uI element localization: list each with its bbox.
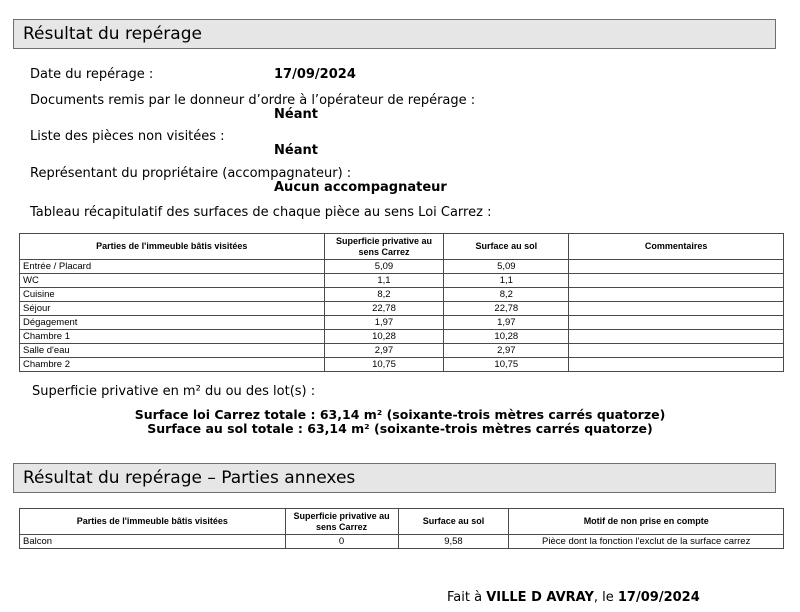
signature-city: VILLE D AVRAY: [486, 590, 594, 605]
documents-label: Documents remis par le donneur d’ordre à l’opérateur de repérage :: [30, 93, 476, 108]
table-row: [20, 260, 784, 274]
comment: [569, 330, 784, 344]
carrez-value: 0: [285, 535, 398, 549]
carrez-value: 22,78: [324, 302, 444, 316]
floor-value: 9,58: [398, 535, 509, 549]
unvisited-rooms-label: Liste des pièces non visitées :: [30, 129, 225, 144]
signature-line: [447, 590, 700, 605]
comment: [569, 274, 784, 288]
table-row: [20, 535, 784, 549]
signature-date: 17/09/2024: [617, 590, 700, 605]
section-title: Résultat du repérage: [23, 24, 202, 44]
floor-value: 1,1: [444, 274, 569, 288]
unvisited-rooms-value: Néant: [274, 143, 318, 158]
table-row: [20, 358, 784, 372]
table-row: [20, 316, 784, 330]
section-header-result: [13, 19, 776, 49]
comment: [569, 344, 784, 358]
room-name: WC: [20, 274, 325, 288]
carrez-value: 10,75: [324, 358, 444, 372]
room-name: Cuisine: [20, 288, 325, 302]
floor-value: 10,75: [444, 358, 569, 372]
carrez-value: 5,09: [324, 260, 444, 274]
documents-value: Néant: [274, 107, 318, 122]
room-name: Séjour: [20, 302, 325, 316]
room-name: Balcon: [20, 535, 286, 549]
table-row: [20, 344, 784, 358]
floor-value: 2,97: [444, 344, 569, 358]
col-header-floor-surface: Surface au sol: [398, 509, 509, 535]
comment: [569, 302, 784, 316]
floor-value: 22,78: [444, 302, 569, 316]
floor-value: 8,2: [444, 288, 569, 302]
col-header-carrez: Superficie privative au sens Carrez: [285, 509, 398, 535]
carrez-value: 1,1: [324, 274, 444, 288]
col-header-exclusion-reason: Motif de non prise en compte: [509, 509, 784, 535]
section-header-annexes: [13, 463, 776, 493]
floor-value: 1,97: [444, 316, 569, 330]
surfaces-table: [19, 233, 784, 372]
col-header-carrez: Superficie privative au sens Carrez: [324, 234, 444, 260]
col-header-parts: Parties de l'immeuble bâtis visitées: [20, 509, 286, 535]
floor-value: 10,28: [444, 330, 569, 344]
total-floor-surface: Surface au sol totale : 63,14 m² (soixante-trois mètres carrés quatorze): [147, 421, 653, 436]
annexes-table: [19, 508, 784, 549]
table-row: [20, 302, 784, 316]
carrez-value: 2,97: [324, 344, 444, 358]
col-header-comments: Commentaires: [569, 234, 784, 260]
col-header-floor-surface: Surface au sol: [444, 234, 569, 260]
room-name: Salle d'eau: [20, 344, 325, 358]
comment: [569, 288, 784, 302]
table-row: [20, 288, 784, 302]
floor-value: 5,09: [444, 260, 569, 274]
comment: [569, 316, 784, 330]
room-name: Chambre 1: [20, 330, 325, 344]
carrez-value: 1,97: [324, 316, 444, 330]
table-row: [20, 330, 784, 344]
col-header-parts: Parties de l'immeuble bâtis visitées: [20, 234, 325, 260]
inspection-date-value: 17/09/2024: [274, 67, 356, 82]
room-name: Entrée / Placard: [20, 260, 325, 274]
totals-label: Superficie privative en m² du ou des lot(s) :: [32, 384, 316, 399]
section-title: Résultat du repérage – Parties annexes: [23, 468, 356, 488]
comment: [569, 358, 784, 372]
comment: [569, 260, 784, 274]
total-carrez: Surface loi Carrez totale : 63,14 m² (soixante-trois mètres carrés quatorze): [134, 407, 666, 422]
representative-label: Représentant du propriétaire (accompagnateur) :: [30, 166, 352, 181]
room-name: Dégagement: [20, 316, 325, 330]
signature-middle: , le: [593, 590, 614, 605]
carrez-value: 10,28: [324, 330, 444, 344]
signature-prefix: Fait à: [447, 590, 483, 605]
carrez-value: 8,2: [324, 288, 444, 302]
representative-value: Aucun accompagnateur: [274, 180, 447, 195]
table-intro: Tableau récapitulatif des surfaces de chaque pièce au sens Loi Carrez :: [30, 205, 492, 220]
table-row: [20, 274, 784, 288]
exclusion-reason: Pièce dont la fonction l'exclut de la surface carrez: [509, 535, 784, 549]
room-name: Chambre 2: [20, 358, 325, 372]
inspection-date-label: Date du repérage :: [30, 67, 154, 82]
